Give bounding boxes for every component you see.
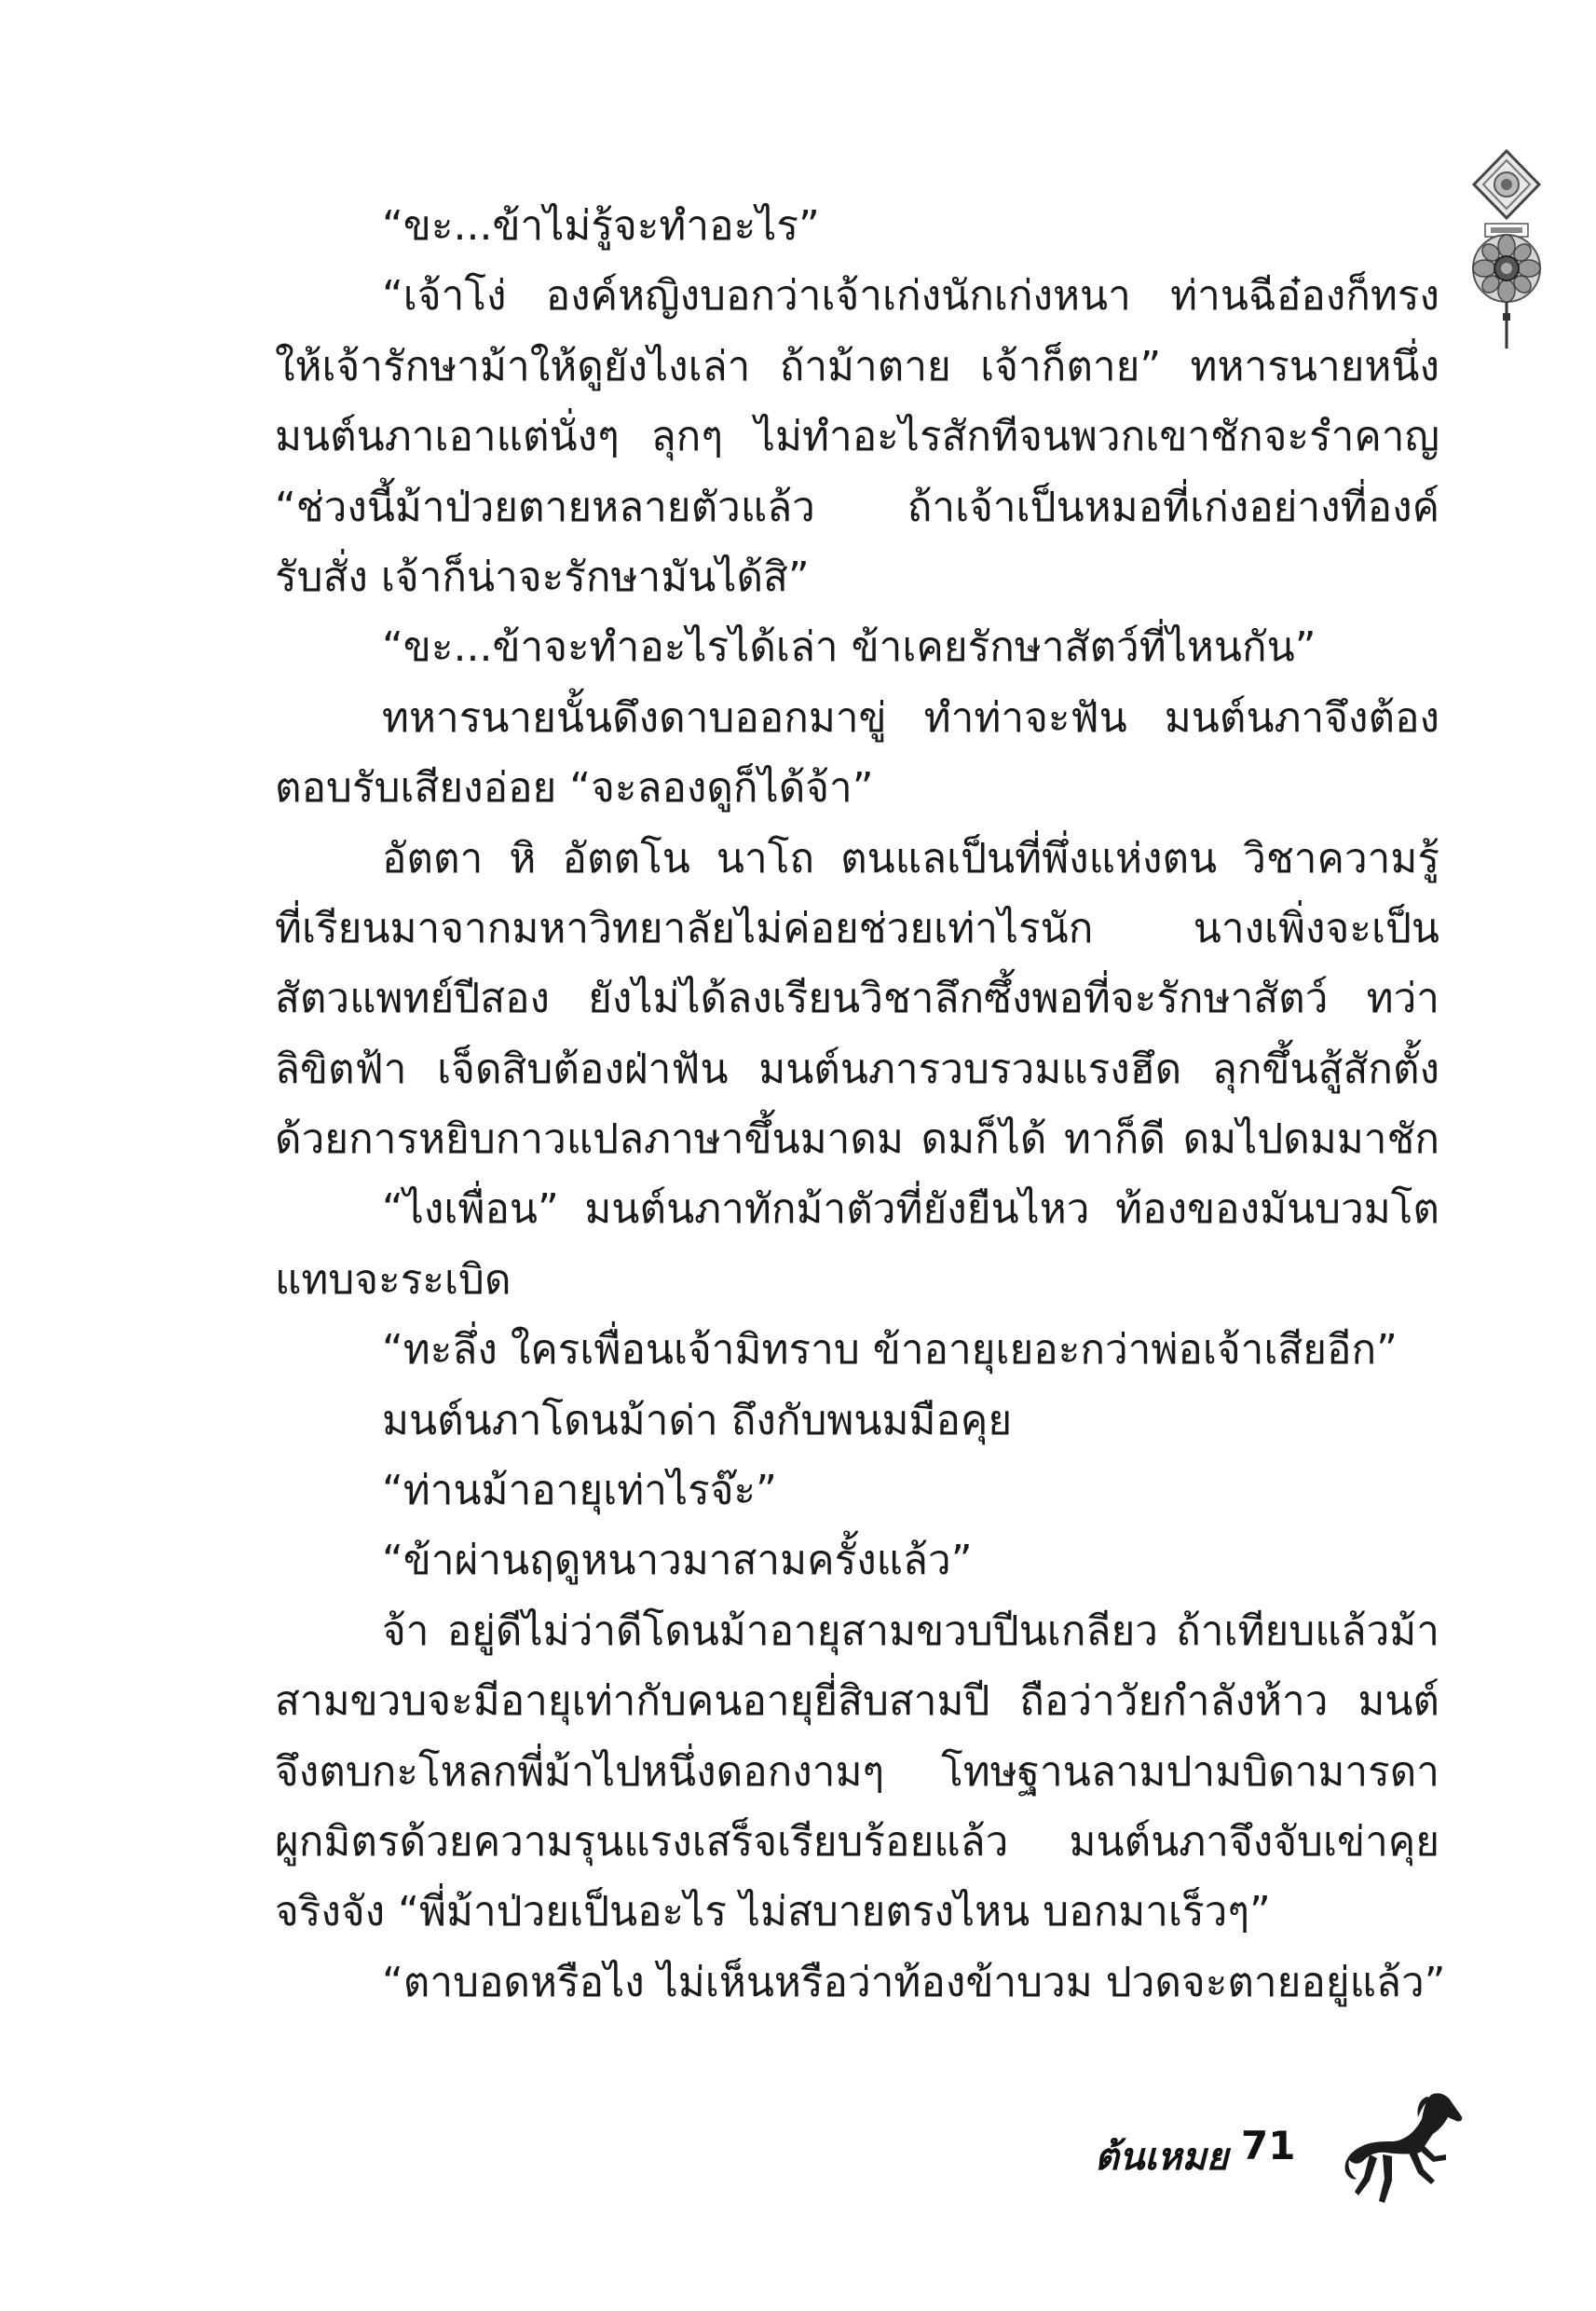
text-line: “ขะ...ข้าจะทำอะไรได้เล่า ข้าเคยรักษาสัตว์ที่ไหนกัน” — [382, 623, 1316, 672]
text-line: มนต์นภาเอาแต่นั่งๆ ลุกๆ ไม่ทำอะไรสักทีจนพวกเขาชักจะรำคาญ — [275, 413, 1439, 461]
text-line: ผูกมิตรด้วยความรุนแรงเสร็จเรียบร้อยแล้ว มนต์นภาจึงจับเข่าคุย — [275, 1817, 1439, 1866]
text-line: “ขะ...ข้าไม่รู้จะทำอะไร” — [382, 202, 820, 250]
text-line: ให้เจ้ารักษาม้าให้ดูยังไงเล่า ถ้าม้าตาย เจ้าก็ตาย” ทหารนายหนึ่ง — [275, 342, 1439, 390]
book-title: ต้นเหมย — [1095, 2136, 1229, 2179]
text-line: อัตตา หิ อัตตโน นาโถ ตนแลเป็นที่พึ่งแห่งตน วิชาความรู้ — [382, 834, 1439, 882]
text-line: “เจ้าโง่ องค์หญิงบอกว่าเจ้าเก่งนักเก่งหนา ท่านฉีอ๋องก็ทรง — [382, 272, 1439, 321]
text-line: สัตวแพทย์ปีสอง ยังไม่ได้ลงเรียนวิชาลึกซึ้งพอที่จะรักษาสัตว์ ทว่า — [275, 975, 1439, 1023]
text-line: สามขวบจะมีอายุเท่ากับคนอายุยี่สิบสามปี ถือว่าวัยกำลังห้าว มนต์ — [275, 1677, 1439, 1726]
text-line: แทบจะระเบิด — [275, 1255, 512, 1304]
text-line: ตอบรับเสียงอ่อย “จะลองดูก็ได้จ้า” — [275, 764, 874, 813]
text-line: จริงจัง “พี่ม้าป่วยเป็นอะไร ไม่สบายตรงไหน บอกมาเร็วๆ” — [275, 1888, 1271, 1936]
page-number: 71 — [1241, 2123, 1296, 2168]
text-line: จึงตบกะโหลกพี่ม้าไปหนึ่งดอกงามๆ โทษฐานลามปามบิดามารดา — [275, 1747, 1439, 1796]
text-line: ที่เรียนมาจากมหาวิทยาลัยไม่ค่อยช่วยเท่าไรนัก นางเพิ่งจะเป็น — [275, 904, 1439, 952]
text-line: ด้วยการหยิบกาวแปลภาษาขึ้นมาดม ดมก็ได้ ทาก็ดี ดมไปดมมาชัก — [275, 1115, 1439, 1164]
ornament-seal-icon — [1465, 149, 1548, 349]
text-line: “ข้าผ่านฤดูหนาวมาสามครั้งแล้ว” — [382, 1537, 973, 1585]
text-line: ทหารนายนั้นดึงดาบออกมาขู่ ทำท่าจะฟัน มนต์นภาจึงต้อง — [382, 693, 1439, 742]
text-line: รับสั่ง เจ้าก็น่าจะรักษามันได้สิ” — [275, 553, 810, 601]
horse-icon — [1342, 2087, 1467, 2208]
text-line: “ไงเพื่อน” มนต์นภาทักม้าตัวที่ยังยืนไหว ท้องของมันบวมโต — [382, 1185, 1439, 1234]
text-line: “ท่านม้าอายุเท่าไรจ๊ะ” — [382, 1467, 777, 1515]
text-line: “ช่วงนี้ม้าป่วยตายหลายตัวแล้ว ถ้าเจ้าเป็นหมอที่เก่งอย่างที่องค์ — [275, 483, 1439, 531]
text-line: “ตาบอดหรือไง ไม่เห็นหรือว่าท้องข้าบวม ปวดจะตายอยู่แล้ว” — [382, 1958, 1446, 2006]
text-line: ลิขิตฟ้า เจ็ดสิบต้องฝ่าฟัน มนต์นภารวบรวมแรงฮึด ลุกขึ้นสู้สักตั้ง — [275, 1045, 1439, 1093]
text-line: “ทะลึ่ง ใครเพื่อนเจ้ามิทราบ ข้าอายุเยอะกว่าพ่อเจ้าเสียอีก” — [382, 1326, 1398, 1374]
text-line: จ้า อยู่ดีไม่ว่าดีโดนม้าอายุสามขวบปีนเกลียว ถ้าเทียบแล้วม้า — [382, 1607, 1439, 1655]
body-text — [275, 191, 1446, 2017]
text-line: มนต์นภาโดนม้าด่า ถึงกับพนมมือคุย — [382, 1396, 1013, 1444]
